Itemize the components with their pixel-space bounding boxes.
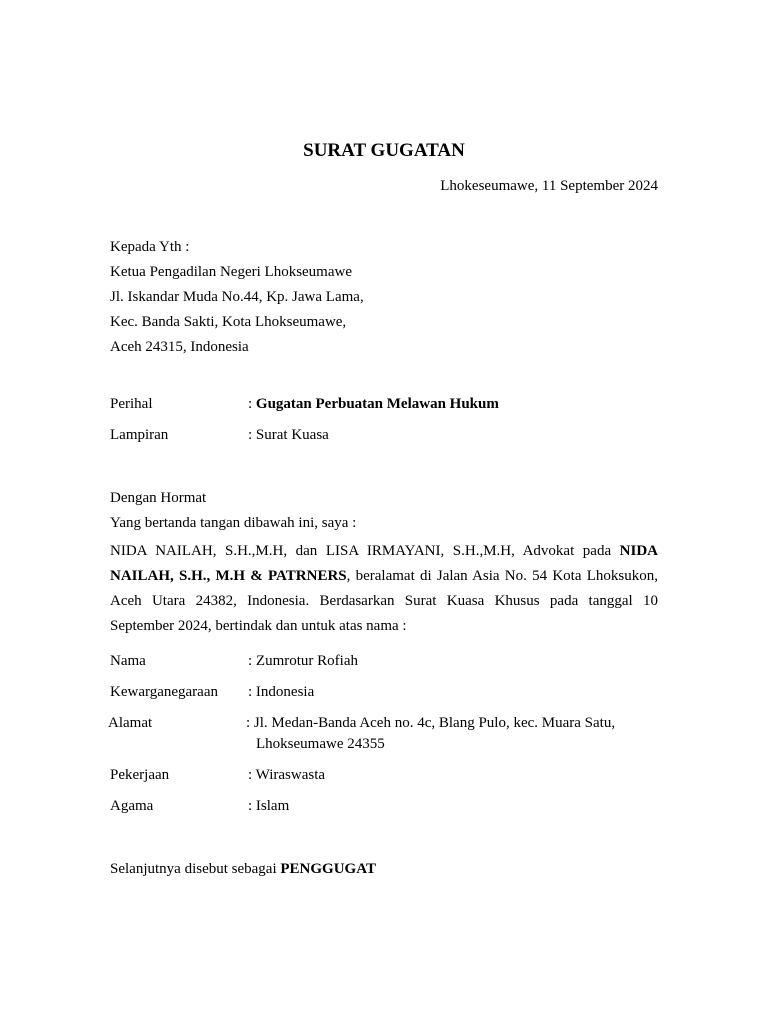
greeting: Dengan Hormat (110, 490, 207, 506)
kewarganegaraan-label: Kewarganegaraan (110, 684, 218, 700)
paragraph-part-2: , beralamat di Jalan Asia No. 54 Kota Lhoksukon, Aceh Utara 24382, Indonesia. Berdasarkan Surat Kuasa Khusus pada tanggal 10 September 2024, bertindak dan untuk atas nama : (110, 568, 658, 634)
kewarganegaraan-value: : Indonesia (248, 684, 315, 700)
perihal-value: : Gugatan Perbuatan Melawan Hukum (248, 396, 499, 412)
penggugat-label: PENGGUGAT (280, 861, 376, 877)
agama-value: : Islam (248, 798, 290, 814)
lampiran-value: : Surat Kuasa (248, 427, 329, 443)
recipient-line-2: Jl. Iskandar Muda No.44, Kp. Jawa Lama, (110, 289, 364, 305)
pekerjaan-label: Pekerjaan (110, 767, 170, 783)
agama-label: Agama (110, 798, 154, 814)
alamat-value-1: : Jl. Medan-Banda Aceh no. 4c, Blang Pulo, kec. Muara Satu, (246, 715, 616, 731)
recipient-line-3: Kec. Banda Sakti, Kota Lhokseumawe, (110, 314, 347, 330)
alamat-value-2: Lhokseumawe 24355 (256, 736, 385, 752)
document-title: SURAT GUGATAN (303, 140, 465, 161)
nama-label: Nama (110, 653, 146, 669)
nama-value: : Zumrotur Rofiah (248, 653, 358, 669)
recipient-line-1: Ketua Pengadilan Negeri Lhokseumawe (110, 264, 352, 280)
law-firm-name: NIDA NAILAH, S.H., M.H & PATRNERS (110, 543, 658, 584)
perihal-text: Gugatan Perbuatan Melawan Hukum (255, 396, 499, 412)
intro-line: Yang bertanda tangan dibawah ini, saya : (110, 515, 357, 531)
lampiran-label: Lampiran (110, 427, 169, 443)
recipient-salutation: Kepada Yth : (110, 239, 190, 255)
closing-line (110, 859, 376, 879)
alamat-label: Alamat (108, 715, 153, 731)
perihal-label: Perihal (110, 396, 153, 412)
closing-text: Selanjutnya disebut sebagai (110, 861, 281, 877)
body-paragraph (110, 539, 658, 639)
paragraph-part-1: NIDA NAILAH, S.H.,M.H, dan LISA IRMAYANI, S.H.,M.H, Advokat pada (110, 543, 620, 559)
recipient-line-4: Aceh 24315, Indonesia (110, 339, 249, 355)
pekerjaan-value: : Wiraswasta (248, 767, 326, 783)
place-date: Lhokeseumawe, 11 September 2024 (440, 178, 658, 194)
lampiran-text: Surat Kuasa (255, 427, 329, 443)
